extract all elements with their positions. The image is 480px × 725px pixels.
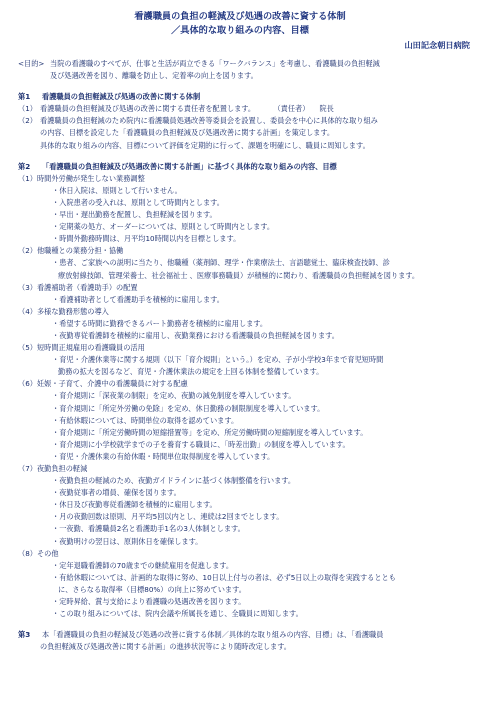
list-item: ・有給休暇については、時間単位の取得を認めています。	[52, 415, 239, 425]
list-item: ・有給休暇については、計画的な取得に努め、10日以上付与の者は、必ず5日以上の取得を実践するととも	[52, 572, 396, 582]
section3-line1: 本「看護職員の負担の軽減及び処遇の改善に資する体制／具体的な取り組みの内容、目標」は、「看護職員	[42, 630, 384, 640]
list-item: ・育児・介護休業等に関する規則（以下「育介規則」という。）を定め、子が小学校3年まで育児短時間	[52, 355, 384, 365]
s2-sub6-heading: （6）妊娠・子育て、介護中の看護職員に対する配慮	[18, 379, 188, 389]
list-item: ・この取り組みについては、院内会議や所属長を通じ、全職員に周知します。	[52, 609, 303, 619]
s2-sub5-heading: （5）短時間正規雇用の看護職員の活用	[18, 343, 145, 353]
s2-sub2-heading: （2）他職種との業務分担・協働	[18, 246, 124, 256]
list-item: ・早出・遅出勤務を配置し、負担軽減を図ります。	[52, 210, 217, 220]
list-item: ・育介規則に「深夜業の制限」を定め、夜勤の減免制度を導入しています。	[52, 391, 296, 401]
responsible-role: （責任者）	[277, 104, 310, 114]
purpose-label: <目的>	[18, 59, 45, 68]
purpose-line2: 及び処遇改善を図り、離職を防止し、定着率の向上を図ります。	[50, 71, 258, 81]
list-item: ・患者、ご家族への説明に当たり、他職種（薬剤師、理学・作業療法士、言語聴覚士、臨床検査技師、診	[52, 258, 390, 268]
purpose-block	[10, 58, 470, 82]
list-item: ・入院患者の受入れは、原則として時間内とします。	[52, 197, 224, 207]
list-item: ・育児・介護休業の有給休暇・時間単位取得制度を導入しています。	[52, 451, 275, 461]
section1-item2: （2） 看護職員の負担軽減のため院内に看護職員処遇改善等委員会を設置し、委員会を中心に具体的な取り組み	[18, 116, 378, 126]
hospital-name: 山田記念朝日病院	[404, 40, 470, 50]
list-item-cont: 勤務の拡大を図るなど、育児・介護休業法の規定を上回る体制を整備しています。	[58, 367, 324, 377]
s2-sub4-heading: （4）多様な勤務形態の導入	[18, 306, 109, 316]
document-title-line1: 看護職員の負担の軽減及び処遇の改善に資する体制	[134, 11, 346, 22]
list-item: ・夜勤明けの翌日は、原則休日を確保します。	[52, 536, 203, 546]
list-item-cont: 療放射線技師、管理栄養士、社会福祉士 、医療事務職員）が積極的に関わり、看護職員の負担軽減を図ります。	[58, 270, 420, 280]
s2-sub8-heading: （8）その他	[18, 548, 59, 558]
section1-item2-cont2: 具体的な取り組みの内容、目標について評価を定期的に行って、課題を明確にし、職員に周知します。	[40, 140, 370, 150]
list-item: ・育介規則に小学校就学までの子を養育する職員に、「時差出勤」の制度を導入しています。	[52, 439, 350, 449]
section3-line2: の負担軽減及び処遇改善に関する計画」の進捗状況等により随時改定します。	[40, 642, 291, 652]
list-item: ・夜勤専従看護師を積極的に雇用し、夜勤業務における看護職員の負担軽減を図ります。	[52, 330, 339, 340]
list-item: ・夜勤従事者の増員、確保を図ります。	[52, 488, 181, 498]
s2-sub3-heading: （3）看護補助者（看護助手）の配置	[18, 282, 138, 292]
list-item: ・定年退職看護師の70歳までの継続雇用を促進します。	[52, 560, 234, 570]
section3-block: 第3 本「看護職員の負担の軽減及び処遇の改善に資する体制／具体的な取り組みの内容、目標」は、「看護職員	[18, 630, 384, 640]
purpose-line1: 当院の看護職のすべてが、仕事と生活が両立できる「ワークバランス」を考慮し、看護職員の負担軽減	[50, 59, 380, 68]
section1-heading: 第1 看護職員の負担軽減及び処遇の改善に関する体制	[18, 92, 201, 102]
list-item: ・看護補助者として看護助手を積極的に雇用します。	[52, 294, 224, 304]
list-item: ・定期薬の処方、オーダーについては、原則として時間内とします。	[52, 222, 275, 232]
list-item: ・定時昇給、賞与支給により看護職の処遇改善を図ります。	[52, 597, 246, 607]
list-item: ・休日入院は、原則として行いません。	[52, 185, 182, 195]
section1-item1: （1） 看護職員の負担軽減及び処遇の改善に関する責任者を配置します。 （責任者） 院長	[18, 104, 334, 114]
s2-sub1-heading: （1）時間外労働が発生しない業務調整	[18, 173, 145, 183]
list-item: ・育介規則に「所定労働時間の短縮措置等」を定め、所定労働時間の短縮制度を導入しています。	[52, 427, 368, 437]
document-title-line2: ／具体的な取り組みの内容、目標	[171, 25, 309, 36]
section2-heading: 第2 「看護職員の負担軽減及び処遇改善に関する計画」に基づく具体的な取り組みの内容、目標	[18, 161, 337, 171]
section1-item2-cont1: の内容、目標を設定した「看護職員の負担軽減及び処遇改善に関する計画」を策定します。	[40, 128, 335, 138]
list-item: ・時間外勤務時間は、月平均10時間以内を目標とします。	[52, 234, 241, 244]
list-item: ・月の夜勤回数は原則、月平均5回以内とし、連続は2回までとします。	[52, 512, 284, 522]
responsible-name: 院長	[319, 104, 334, 114]
list-item-cont: に、さらなる取得率（目標80%）の向上に努めています。	[58, 584, 246, 594]
list-item: ・休日及び夜勤専従看護師を積極的に雇用します。	[52, 500, 217, 510]
s2-sub7-heading: （7）夜勤負担の軽減	[18, 464, 88, 473]
list-item: ・夜勤負担の軽減のため、夜勤ガイドラインに基づく体制整備を行います。	[52, 476, 296, 486]
list-item: ・希望する時間に勤務できるパート勤務者を積極的に雇用します。	[52, 318, 268, 328]
list-item: ・一夜勤、看護職員2名と看護助手1名の3人体制とします。	[52, 524, 245, 534]
list-item: ・育介規則に「所定外労働の免除」を定め、休日勤務の制限制度を導入しています。	[52, 403, 325, 413]
